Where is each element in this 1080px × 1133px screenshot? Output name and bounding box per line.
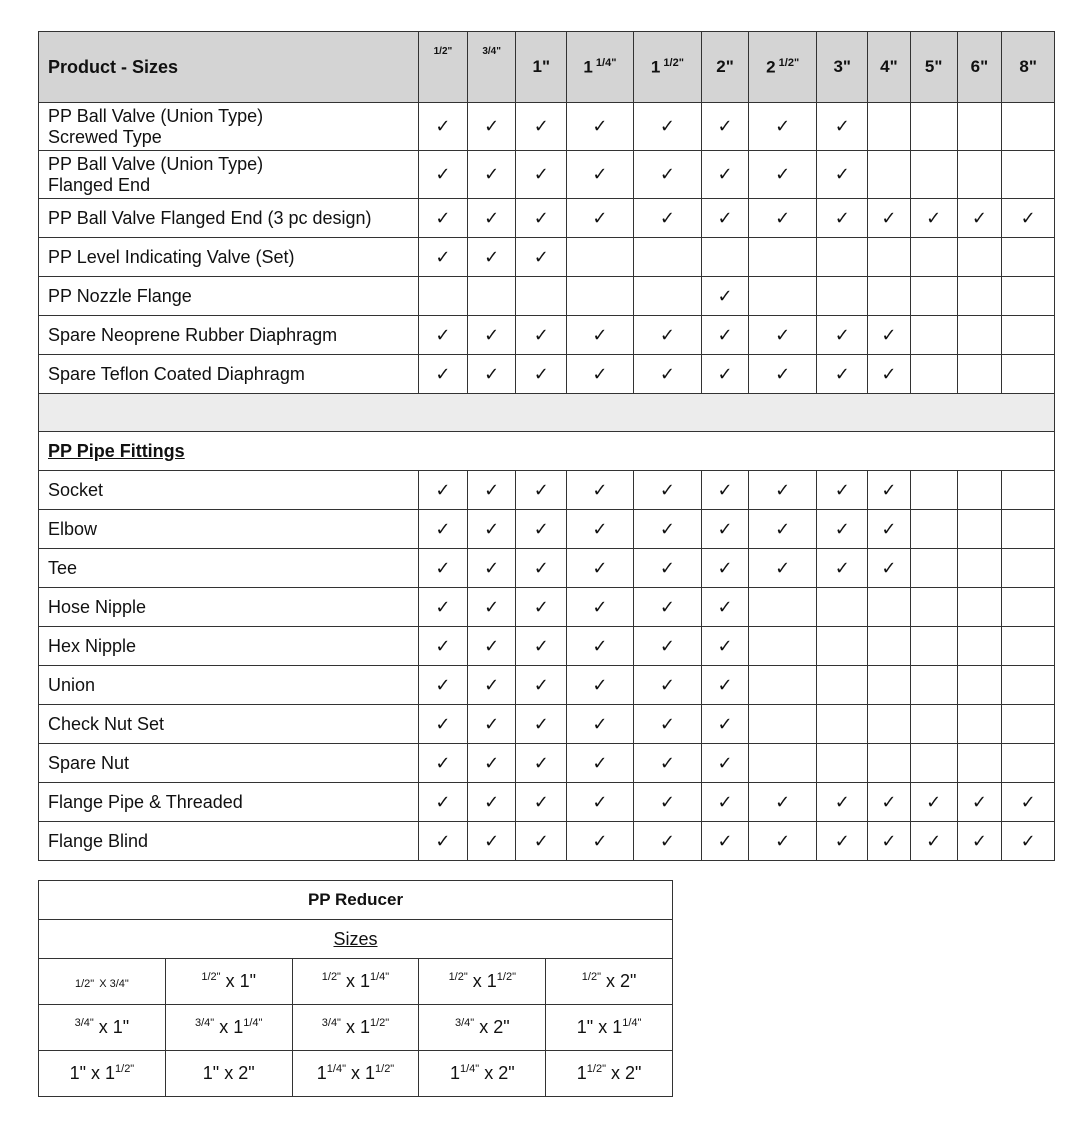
header-product: Product - Sizes bbox=[39, 32, 419, 103]
empty-cell bbox=[868, 705, 911, 744]
check-mark: ✓ bbox=[467, 103, 516, 151]
reducer-row bbox=[39, 1005, 673, 1051]
check-mark: ✓ bbox=[748, 316, 817, 355]
check-mark: ✓ bbox=[633, 666, 702, 705]
check-mark: ✓ bbox=[467, 238, 516, 277]
check-mark: ✓ bbox=[467, 666, 516, 705]
product-name: PP Ball Valve (Union Type) Flanged End bbox=[39, 151, 419, 199]
check-mark: ✓ bbox=[633, 199, 702, 238]
empty-cell bbox=[1002, 744, 1055, 783]
empty-cell bbox=[748, 627, 817, 666]
check-mark: ✓ bbox=[817, 103, 868, 151]
check-mark: ✓ bbox=[633, 471, 702, 510]
empty-cell bbox=[467, 277, 516, 316]
check-mark: ✓ bbox=[748, 549, 817, 588]
check-mark: ✓ bbox=[419, 471, 468, 510]
empty-cell bbox=[910, 549, 957, 588]
check-mark: ✓ bbox=[567, 316, 634, 355]
check-mark: ✓ bbox=[567, 744, 634, 783]
check-mark: ✓ bbox=[702, 744, 749, 783]
fitting-name: Check Nut Set bbox=[39, 705, 419, 744]
empty-cell bbox=[957, 510, 1002, 549]
empty-cell bbox=[910, 471, 957, 510]
empty-cell bbox=[516, 277, 567, 316]
empty-cell bbox=[1002, 510, 1055, 549]
check-mark: ✓ bbox=[516, 103, 567, 151]
product-row bbox=[39, 103, 1055, 151]
reducer-size-cell: 1/2" X 3/4" bbox=[39, 959, 166, 1005]
check-mark: ✓ bbox=[702, 822, 749, 861]
reducer-size-cell: 1" x $1^{1/4"}$ bbox=[546, 1005, 673, 1051]
empty-cell bbox=[868, 277, 911, 316]
empty-cell bbox=[910, 666, 957, 705]
check-mark: ✓ bbox=[633, 822, 702, 861]
check-mark: ✓ bbox=[910, 783, 957, 822]
size-header: 6" bbox=[957, 32, 1002, 103]
empty-cell bbox=[910, 316, 957, 355]
empty-cell bbox=[748, 238, 817, 277]
fitting-row bbox=[39, 705, 1055, 744]
check-mark: ✓ bbox=[419, 666, 468, 705]
main-table-body bbox=[39, 103, 1055, 861]
fitting-name: Tee bbox=[39, 549, 419, 588]
empty-cell bbox=[910, 705, 957, 744]
empty-cell bbox=[957, 238, 1002, 277]
product-row bbox=[39, 355, 1055, 394]
check-mark: ✓ bbox=[748, 199, 817, 238]
check-mark: ✓ bbox=[633, 588, 702, 627]
product-row bbox=[39, 199, 1055, 238]
check-mark: ✓ bbox=[567, 666, 634, 705]
check-mark: ✓ bbox=[467, 151, 516, 199]
check-mark: ✓ bbox=[516, 238, 567, 277]
empty-cell bbox=[748, 277, 817, 316]
check-mark: ✓ bbox=[516, 355, 567, 394]
reducer-title: PP Reducer bbox=[39, 881, 673, 920]
reducer-title-row bbox=[39, 881, 673, 920]
check-mark: ✓ bbox=[516, 666, 567, 705]
empty-cell bbox=[1002, 238, 1055, 277]
check-mark: ✓ bbox=[817, 549, 868, 588]
check-mark: ✓ bbox=[817, 510, 868, 549]
reducer-sizes-row bbox=[39, 920, 673, 959]
empty-cell bbox=[1002, 627, 1055, 666]
check-mark: ✓ bbox=[516, 510, 567, 549]
reducer-table bbox=[38, 880, 673, 1097]
check-mark: ✓ bbox=[868, 471, 911, 510]
check-mark: ✓ bbox=[633, 151, 702, 199]
check-mark: ✓ bbox=[419, 744, 468, 783]
empty-cell bbox=[910, 277, 957, 316]
product-sizes-table bbox=[38, 31, 1055, 861]
check-mark: ✓ bbox=[419, 103, 468, 151]
empty-cell bbox=[1002, 471, 1055, 510]
reducer-size-cell: $^{3/4"}$ x 2" bbox=[419, 1005, 546, 1051]
product-row bbox=[39, 316, 1055, 355]
empty-cell bbox=[868, 151, 911, 199]
check-mark: ✓ bbox=[702, 705, 749, 744]
empty-cell bbox=[957, 666, 1002, 705]
check-mark: ✓ bbox=[516, 549, 567, 588]
size-header: 3/4" bbox=[467, 32, 516, 103]
reducer-size-cell: $1^{1/2"}$ x 2" bbox=[546, 1051, 673, 1097]
empty-cell bbox=[957, 316, 1002, 355]
empty-cell bbox=[817, 277, 868, 316]
empty-cell bbox=[957, 588, 1002, 627]
check-mark: ✓ bbox=[868, 199, 911, 238]
check-mark: ✓ bbox=[467, 744, 516, 783]
check-mark: ✓ bbox=[817, 316, 868, 355]
check-mark: ✓ bbox=[868, 822, 911, 861]
check-mark: ✓ bbox=[467, 510, 516, 549]
check-mark: ✓ bbox=[1002, 783, 1055, 822]
fitting-name: Flange Blind bbox=[39, 822, 419, 861]
check-mark: ✓ bbox=[748, 510, 817, 549]
reducer-size-cell: $^{3/4"}$ x $1^{1/2"}$ bbox=[292, 1005, 419, 1051]
check-mark: ✓ bbox=[702, 151, 749, 199]
empty-cell bbox=[1002, 666, 1055, 705]
check-mark: ✓ bbox=[1002, 822, 1055, 861]
check-mark: ✓ bbox=[419, 238, 468, 277]
empty-cell bbox=[1002, 588, 1055, 627]
check-mark: ✓ bbox=[633, 783, 702, 822]
empty-cell bbox=[1002, 355, 1055, 394]
reducer-sizes-label: Sizes bbox=[39, 920, 673, 959]
empty-cell bbox=[419, 277, 468, 316]
empty-cell bbox=[748, 666, 817, 705]
check-mark: ✓ bbox=[633, 705, 702, 744]
check-mark: ✓ bbox=[467, 627, 516, 666]
check-mark: ✓ bbox=[957, 783, 1002, 822]
fitting-row bbox=[39, 744, 1055, 783]
product-name: PP Nozzle Flange bbox=[39, 277, 419, 316]
empty-cell bbox=[910, 588, 957, 627]
check-mark: ✓ bbox=[419, 627, 468, 666]
check-mark: ✓ bbox=[516, 783, 567, 822]
fitting-row bbox=[39, 783, 1055, 822]
empty-cell bbox=[1002, 103, 1055, 151]
empty-cell bbox=[817, 744, 868, 783]
check-mark: ✓ bbox=[567, 588, 634, 627]
check-mark: ✓ bbox=[567, 627, 634, 666]
check-mark: ✓ bbox=[467, 549, 516, 588]
check-mark: ✓ bbox=[633, 744, 702, 783]
check-mark: ✓ bbox=[748, 151, 817, 199]
size-header: 2" bbox=[702, 32, 749, 103]
check-mark: ✓ bbox=[419, 510, 468, 549]
empty-cell bbox=[1002, 151, 1055, 199]
empty-cell bbox=[1002, 316, 1055, 355]
fittings-title-row bbox=[39, 432, 1055, 471]
check-mark: ✓ bbox=[868, 316, 911, 355]
check-mark: ✓ bbox=[567, 783, 634, 822]
empty-cell bbox=[1002, 277, 1055, 316]
check-mark: ✓ bbox=[868, 783, 911, 822]
check-mark: ✓ bbox=[516, 151, 567, 199]
fitting-row bbox=[39, 549, 1055, 588]
reducer-size-cell: $^{3/4"}$ x 1" bbox=[39, 1005, 166, 1051]
check-mark: ✓ bbox=[419, 822, 468, 861]
check-mark: ✓ bbox=[633, 627, 702, 666]
empty-cell bbox=[957, 549, 1002, 588]
check-mark: ✓ bbox=[633, 355, 702, 394]
check-mark: ✓ bbox=[467, 783, 516, 822]
check-mark: ✓ bbox=[419, 199, 468, 238]
product-row bbox=[39, 277, 1055, 316]
reducer-size-cell: $^{1/2"}$ x $1^{1/4"}$ bbox=[292, 959, 419, 1005]
fitting-name: Hose Nipple bbox=[39, 588, 419, 627]
separator-row bbox=[39, 394, 1055, 432]
check-mark: ✓ bbox=[633, 316, 702, 355]
check-mark: ✓ bbox=[467, 588, 516, 627]
reducer-size-cell: $1^{1/4"}$ x 2" bbox=[419, 1051, 546, 1097]
product-name: Spare Neoprene Rubber Diaphragm bbox=[39, 316, 419, 355]
empty-cell bbox=[868, 238, 911, 277]
check-mark: ✓ bbox=[633, 103, 702, 151]
check-mark: ✓ bbox=[633, 510, 702, 549]
reducer-size-cell: $1^{1/4"}$ x $1^{1/2"}$ bbox=[292, 1051, 419, 1097]
empty-cell bbox=[817, 705, 868, 744]
empty-cell bbox=[957, 151, 1002, 199]
check-mark: ✓ bbox=[910, 822, 957, 861]
empty-cell bbox=[817, 238, 868, 277]
fitting-row bbox=[39, 627, 1055, 666]
check-mark: ✓ bbox=[817, 471, 868, 510]
check-mark: ✓ bbox=[516, 705, 567, 744]
empty-cell bbox=[633, 238, 702, 277]
size-header: 1" bbox=[516, 32, 567, 103]
check-mark: ✓ bbox=[957, 199, 1002, 238]
check-mark: ✓ bbox=[748, 355, 817, 394]
separator-cell bbox=[39, 394, 1055, 432]
check-mark: ✓ bbox=[419, 783, 468, 822]
product-name: PP Level Indicating Valve (Set) bbox=[39, 238, 419, 277]
empty-cell bbox=[957, 355, 1002, 394]
empty-cell bbox=[957, 627, 1002, 666]
check-mark: ✓ bbox=[567, 822, 634, 861]
reducer-row bbox=[39, 959, 673, 1005]
product-name: PP Ball Valve Flanged End (3 pc design) bbox=[39, 199, 419, 238]
empty-cell bbox=[817, 588, 868, 627]
reducer-size-cell: $^{3/4"}$ x $1^{1/4"}$ bbox=[165, 1005, 292, 1051]
empty-cell bbox=[868, 627, 911, 666]
empty-cell bbox=[910, 627, 957, 666]
fitting-name: Elbow bbox=[39, 510, 419, 549]
empty-cell bbox=[702, 238, 749, 277]
size-header: 8" bbox=[1002, 32, 1055, 103]
empty-cell bbox=[957, 277, 1002, 316]
check-mark: ✓ bbox=[702, 666, 749, 705]
size-header: 1/2" bbox=[419, 32, 468, 103]
fitting-row bbox=[39, 510, 1055, 549]
empty-cell bbox=[1002, 705, 1055, 744]
check-mark: ✓ bbox=[702, 471, 749, 510]
check-mark: ✓ bbox=[957, 822, 1002, 861]
empty-cell bbox=[567, 277, 634, 316]
check-mark: ✓ bbox=[567, 471, 634, 510]
empty-cell bbox=[817, 666, 868, 705]
check-mark: ✓ bbox=[910, 199, 957, 238]
fitting-name: Union bbox=[39, 666, 419, 705]
fitting-row bbox=[39, 471, 1055, 510]
empty-cell bbox=[957, 744, 1002, 783]
check-mark: ✓ bbox=[817, 822, 868, 861]
check-mark: ✓ bbox=[516, 744, 567, 783]
check-mark: ✓ bbox=[516, 822, 567, 861]
size-header: 3" bbox=[817, 32, 868, 103]
reducer-size-cell: 1" x $1^{1/2"}$ bbox=[39, 1051, 166, 1097]
reducer-size-cell: $^{1/2"}$ x 2" bbox=[546, 959, 673, 1005]
empty-cell bbox=[748, 744, 817, 783]
check-mark: ✓ bbox=[702, 549, 749, 588]
check-mark: ✓ bbox=[868, 355, 911, 394]
product-row bbox=[39, 238, 1055, 277]
fitting-name: Flange Pipe & Threaded bbox=[39, 783, 419, 822]
check-mark: ✓ bbox=[467, 316, 516, 355]
check-mark: ✓ bbox=[567, 705, 634, 744]
product-name: Spare Teflon Coated Diaphragm bbox=[39, 355, 419, 394]
empty-cell bbox=[957, 705, 1002, 744]
empty-cell bbox=[957, 471, 1002, 510]
fitting-row bbox=[39, 666, 1055, 705]
check-mark: ✓ bbox=[567, 199, 634, 238]
check-mark: ✓ bbox=[702, 277, 749, 316]
check-mark: ✓ bbox=[419, 151, 468, 199]
fitting-row bbox=[39, 588, 1055, 627]
empty-cell bbox=[567, 238, 634, 277]
empty-cell bbox=[910, 510, 957, 549]
check-mark: ✓ bbox=[516, 199, 567, 238]
check-mark: ✓ bbox=[567, 355, 634, 394]
product-row bbox=[39, 151, 1055, 199]
empty-cell bbox=[817, 627, 868, 666]
fitting-row bbox=[39, 822, 1055, 861]
check-mark: ✓ bbox=[467, 471, 516, 510]
check-mark: ✓ bbox=[419, 355, 468, 394]
empty-cell bbox=[910, 238, 957, 277]
check-mark: ✓ bbox=[567, 151, 634, 199]
check-mark: ✓ bbox=[702, 510, 749, 549]
check-mark: ✓ bbox=[467, 199, 516, 238]
check-mark: ✓ bbox=[633, 549, 702, 588]
empty-cell bbox=[868, 666, 911, 705]
empty-cell bbox=[910, 103, 957, 151]
empty-cell bbox=[868, 744, 911, 783]
empty-cell bbox=[910, 355, 957, 394]
fittings-section-title: PP Pipe Fittings bbox=[39, 432, 1055, 471]
reducer-row bbox=[39, 1051, 673, 1097]
check-mark: ✓ bbox=[702, 199, 749, 238]
check-mark: ✓ bbox=[567, 510, 634, 549]
check-mark: ✓ bbox=[817, 355, 868, 394]
reducer-size-cell: $^{1/2"}$ x 1" bbox=[165, 959, 292, 1005]
check-mark: ✓ bbox=[516, 471, 567, 510]
empty-cell bbox=[748, 705, 817, 744]
check-mark: ✓ bbox=[702, 316, 749, 355]
check-mark: ✓ bbox=[748, 822, 817, 861]
check-mark: ✓ bbox=[817, 151, 868, 199]
size-header: 2 $^{1/2"}$ bbox=[748, 32, 817, 103]
empty-cell bbox=[748, 588, 817, 627]
header-row bbox=[39, 32, 1055, 103]
check-mark: ✓ bbox=[868, 510, 911, 549]
empty-cell bbox=[910, 151, 957, 199]
size-header: 5" bbox=[910, 32, 957, 103]
check-mark: ✓ bbox=[702, 627, 749, 666]
check-mark: ✓ bbox=[419, 316, 468, 355]
check-mark: ✓ bbox=[868, 549, 911, 588]
check-mark: ✓ bbox=[702, 355, 749, 394]
fitting-name: Spare Nut bbox=[39, 744, 419, 783]
product-name: PP Ball Valve (Union Type) Screwed Type bbox=[39, 103, 419, 151]
check-mark: ✓ bbox=[702, 783, 749, 822]
check-mark: ✓ bbox=[467, 705, 516, 744]
empty-cell bbox=[633, 277, 702, 316]
check-mark: ✓ bbox=[748, 103, 817, 151]
fitting-name: Socket bbox=[39, 471, 419, 510]
empty-cell bbox=[910, 744, 957, 783]
check-mark: ✓ bbox=[1002, 199, 1055, 238]
check-mark: ✓ bbox=[748, 783, 817, 822]
check-mark: ✓ bbox=[467, 355, 516, 394]
size-header: 4" bbox=[868, 32, 911, 103]
reducer-size-cell: $^{1/2"}$ x $1^{1/2"}$ bbox=[419, 959, 546, 1005]
check-mark: ✓ bbox=[516, 316, 567, 355]
check-mark: ✓ bbox=[419, 705, 468, 744]
check-mark: ✓ bbox=[567, 549, 634, 588]
fitting-name: Hex Nipple bbox=[39, 627, 419, 666]
check-mark: ✓ bbox=[817, 783, 868, 822]
check-mark: ✓ bbox=[702, 103, 749, 151]
check-mark: ✓ bbox=[467, 822, 516, 861]
check-mark: ✓ bbox=[748, 471, 817, 510]
empty-cell bbox=[1002, 549, 1055, 588]
check-mark: ✓ bbox=[567, 103, 634, 151]
check-mark: ✓ bbox=[516, 588, 567, 627]
size-header: 1 $^{1/4"}$ bbox=[567, 32, 634, 103]
empty-cell bbox=[868, 103, 911, 151]
check-mark: ✓ bbox=[817, 199, 868, 238]
size-header: 1 $^{1/2"}$ bbox=[633, 32, 702, 103]
check-mark: ✓ bbox=[419, 549, 468, 588]
reducer-size-cell: 1" x 2" bbox=[165, 1051, 292, 1097]
check-mark: ✓ bbox=[516, 627, 567, 666]
reducer-table-body bbox=[39, 881, 673, 1097]
check-mark: ✓ bbox=[419, 588, 468, 627]
empty-cell bbox=[868, 588, 911, 627]
check-mark: ✓ bbox=[702, 588, 749, 627]
empty-cell bbox=[957, 103, 1002, 151]
